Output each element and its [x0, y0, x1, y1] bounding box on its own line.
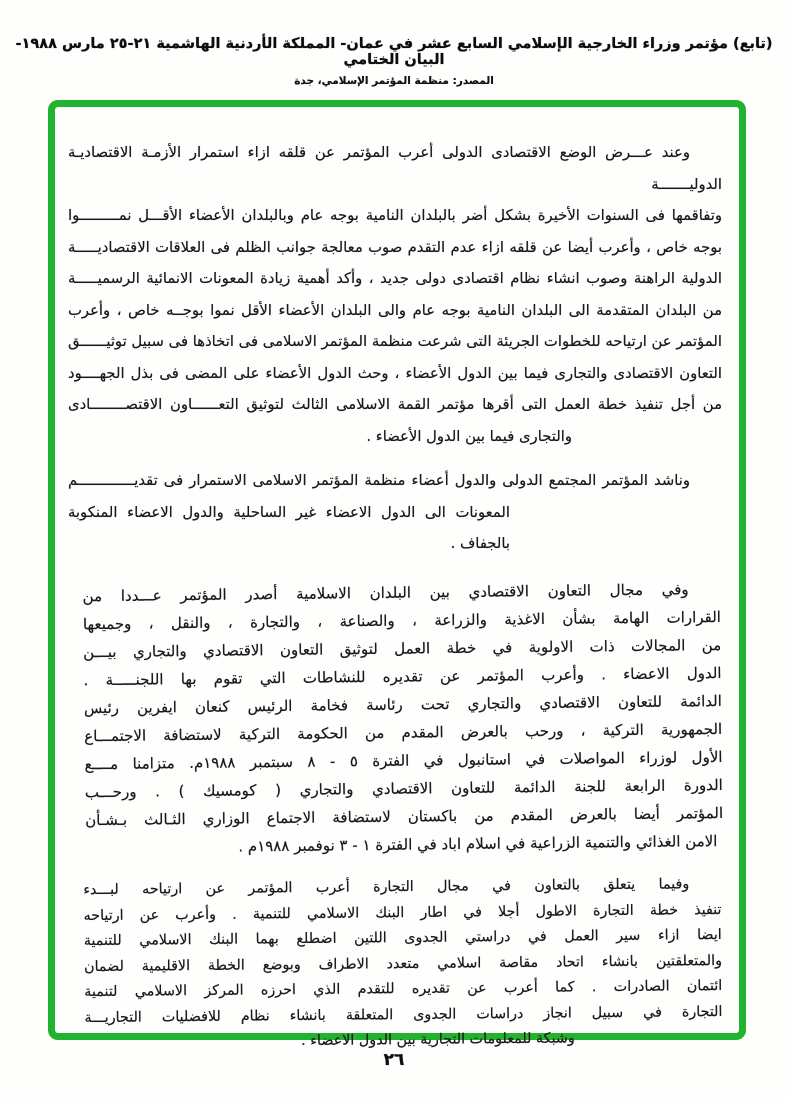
text-line: وناشد المؤتمر المجتمع الدولى والدول أعضاء منظمة المؤتمر الاسلامى الاستمرار فى تقديـــــــــــــم [68, 472, 690, 489]
text-line: القرارات الهامة بشأن الاغذية والزراعة ، والصناعة ، والتجارة ، والنقل ، وجميعها [82, 607, 721, 633]
text-line: الجمهورية التركية ، ورحب بالعرض المقدم من الحكومة التركية لاستضافة الاجتمـــاع [84, 719, 723, 745]
text-line: الدولية الراهنة وصوب انشاء نظام اقتصادى دولى جديد ، وأكد أهمية زيادة المعونات الانمائية الرسميـــــة [68, 270, 722, 287]
text-line: الدول الاعضاء . وأعرب المؤتمر عن تقديره للنشاطات التي تقوم بها اللجنـــــة . [83, 663, 722, 689]
text-line: وفيما يتعلق بالتعاون في مجال التجارة أعرب المؤتمر عن ارتياحه لبـــدء [83, 875, 690, 898]
text-line: تنفيذ خطة التجارة الاطول أجلا في اطار البنك الاسلامي للتنمية . وأعرب عن ارتياحه [83, 901, 722, 924]
paragraph [67, 872, 723, 1057]
paragraph [66, 575, 723, 862]
header-source: المصدر: منظمة المؤتمر الإسلامي، جدة [294, 75, 494, 87]
text-line: ائتمان الصادرات . كما أعرب عن تقديره للتقدم الذي احرزه المركز الاسلامي لتنمية [84, 977, 723, 1000]
text-line: والتجارى فيما بين الدول الأعضاء . [366, 427, 572, 445]
text-line: المؤتمر أيضا بالعرض المقدم من باكستان لاستضافة الاجتماع الوزاري الثـالث بـشـأن [85, 803, 724, 829]
text-line: والمتعلقتين بانشاء اتحاد مقاصة اسلامي متعدد الاطراف وبوضع الخطة الاقليمية لضمان [83, 952, 723, 975]
text-line: وعند عـــرض الوضع الاقتصادى الدولى أعرب المؤتمر عن قلقه ازاء استمرار الأزمـة الاقتصاديـة الدوليـــــــة [68, 144, 722, 193]
text-line: من أجل تنفيذ خطة العمل التى أقرها مؤتمر القمة الاسلامى الثالث لتوثيق التعــــــاون الاقتصــــــــادى [68, 396, 722, 413]
paragraph [68, 465, 722, 560]
document-header [0, 36, 788, 87]
text-line: بوجه خاص ، وأعرب أيضا عن قلقه ازاء عدم التقدم صوب معالجة جوانب الظلم فى العلاقات الاقتصاديـــــة [68, 238, 722, 256]
text-line: الأول لوزراء المواصلات في استانبول في الفترة ٥ - ٨ سبتمبر ١٩٨٨م. متزامنا مــــع [84, 747, 723, 773]
header-title: (تابع) مؤتمر وزراء الخارجية الإسلامي السابع عشر في عمان- المملكة الأردنية الهاشمية ٢١-٢٥ مارس ١٩٨٨- البيان الختامي [15, 36, 773, 68]
text-line: الامن الغذائي والتنمية الزراعية في اسلام اباد في الفترة ١ - ٣ نوفمبر ١٩٨٨م . [238, 831, 718, 855]
text-line: المؤتمر عن ارتياحه للخطوات الجريئة التى شرعت منظمة المؤتمر الاسلامى فى اتخاذها فى سبيل توثيــــــق [68, 333, 722, 350]
text-line: التجارة في سبيل انجاز دراسات الجدوى المتعلقة بانشاء نظام للافضليات التجاريـــة [84, 1002, 723, 1026]
text-line: التعاون الاقتصادى والتجارى فيما بين الدول الأعضاء ، وحث الدول الأعضاء على المضى فى بذل الجهــــود [68, 364, 722, 382]
text-line: المعونات الى الدول الاعضاء غير الساحلية والدول الاعضاء المنكوبة بالجفاف . [68, 503, 510, 552]
page-number: ٢٦ [383, 1050, 405, 1070]
paragraph [68, 137, 722, 452]
text-line: وتفاقمها فى السنوات الأخيرة بشكل أضر بالبلدان النامية بوجه عام وبالبلدان الأعضاء الأقـــل نمـــــــــوا [68, 207, 722, 224]
text-line: ايضا ازاء سير العمل في دراستي الجدوى اللتين اضطلع بهما البنك الاسلامي للتنمية [83, 926, 722, 949]
text-line: وفي مجال التعاون الاقتصادي بين البلدان الاسلامية أصدر المؤتمر عـــددا من [82, 579, 689, 605]
text-line: من البلدان المتقدمة الى البلدان النامية بوجه عام والى البلدان الأعضاء الأقل نموا بوجــه خاص ، وأعرب [68, 301, 722, 319]
document-body [68, 137, 724, 1049]
text-line: وشبكة للمعلومات التجارية بين الدول الاعضاء . [301, 1029, 575, 1049]
text-line: الدائمة للتعاون الاقتصادي والتجاري تحت رئاسة فخامة الرئيس كنعان ايفرين رئيس [83, 691, 722, 717]
text-line: الدورة الرابعة للجنة الدائمة للتعاون الاقتصادي والتجاري ( كومسيك ) . ورحـــب [84, 775, 723, 801]
text-line: من المجالات ذات الاولوية في خطة العمل لتوثيق التعاون الاقتصادي والتجاري بيـــن [83, 635, 722, 661]
green-frame [48, 100, 746, 1049]
